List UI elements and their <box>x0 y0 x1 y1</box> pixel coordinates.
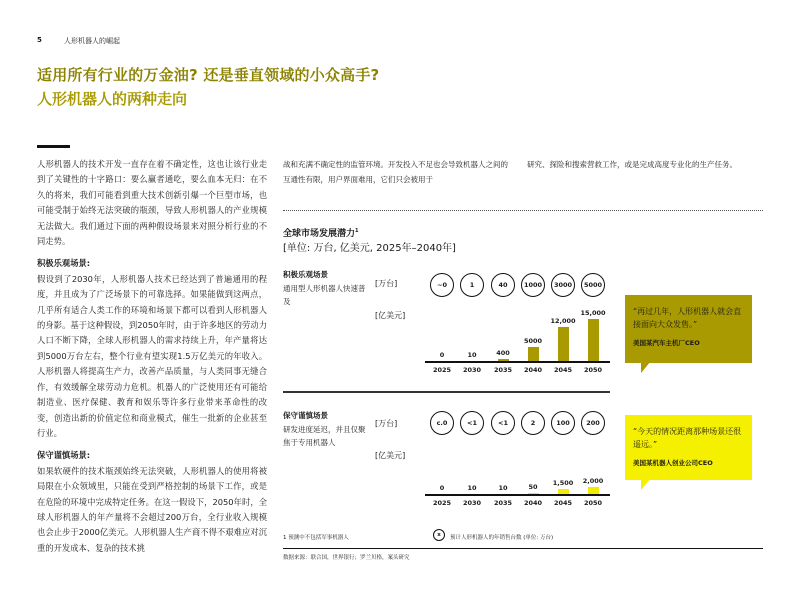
optimistic-heading: 积极乐观场景: <box>37 258 91 269</box>
legend-circle-icon: x <box>433 529 445 541</box>
revenue-label: [亿美元] <box>375 451 406 460</box>
chart-title-text: 全球市场发展潜力 <box>283 229 356 239</box>
x-axis <box>425 494 610 496</box>
revenue-bar <box>588 487 599 494</box>
scenario-divider <box>283 391 610 393</box>
body-column-1 <box>37 157 267 563</box>
revenue-bar <box>528 493 539 494</box>
legend-text: 预计人形机器人的年销售台数 (单位: 万台) <box>450 535 554 541</box>
bar-value-label: 1,500 <box>552 479 574 487</box>
bar-value-label: 400 <box>496 349 510 357</box>
page-number: 5 <box>37 36 42 44</box>
unit-count-circle: <1 <box>491 411 515 435</box>
data-source: 数据来源：联合国，世界银行；罗兰贝格，案头研究 <box>283 555 410 561</box>
unit-count-circle: 2 <box>521 411 545 435</box>
year-label: 2025 <box>432 499 452 507</box>
year-label: 2045 <box>553 499 573 507</box>
scenario-conservative-title: 保守谨慎场景 <box>283 411 328 420</box>
revenue-label: [亿美元] <box>375 311 406 320</box>
section-name: 人形机器人的崛起 <box>64 37 120 45</box>
revenue-bar <box>558 489 569 494</box>
bar-value-label: 10 <box>498 484 508 492</box>
unit-count-circle: 5000 <box>581 273 605 297</box>
bar-value-label: 0 <box>439 351 445 359</box>
year-label: 2040 <box>523 366 543 374</box>
unit-count-circle: 40 <box>491 273 515 297</box>
bar-value-label: 50 <box>528 483 538 491</box>
chart-unit-line: [单位: 万台, 亿美元, 2025年–2040年] <box>283 243 456 254</box>
quote-author: 美国某机器人创业公司CEO <box>633 459 713 467</box>
units-label: [万台] <box>375 279 398 288</box>
year-label: 2035 <box>493 499 513 507</box>
title-accent-bar <box>37 145 70 148</box>
unit-count-circle: ~0 <box>430 273 454 297</box>
body-column-3: 研究、探险和搜索营救工作，或是完成高度专业化的生产任务。 <box>527 160 737 169</box>
scenario-optimistic-desc: 通用型人形机器人快速普及 <box>283 284 366 306</box>
year-label: 2040 <box>523 499 543 507</box>
conservative-heading: 保守谨慎场景: <box>37 450 91 461</box>
x-axis <box>425 361 610 363</box>
body-column-2: 战和充满不确定性的监管环境。开发投入不足也会导致机器人之间的互通性有限，用户界面难用，它们只会被用于 <box>283 160 508 184</box>
scenario-optimistic-title: 积极乐观场景 <box>283 270 328 279</box>
revenue-bar <box>588 319 599 361</box>
year-label: 2050 <box>583 499 603 507</box>
unit-count-circle: 200 <box>581 411 605 435</box>
unit-count-circle: 100 <box>551 411 575 435</box>
bar-value-label: 0 <box>439 484 445 492</box>
year-label: 2030 <box>462 499 482 507</box>
scenario-conservative-desc: 研发进度延迟，并且仅聚焦于专用机器人 <box>283 425 366 447</box>
unit-count-circle: 1 <box>460 273 484 297</box>
quote-box-optimistic <box>625 295 752 363</box>
unit-count-circle: <1 <box>460 411 484 435</box>
chart-title <box>283 226 359 239</box>
revenue-bar <box>498 359 509 361</box>
quote-author: 美国某汽车主机厂CEO <box>633 339 700 347</box>
bar-value-label: 5000 <box>523 337 543 345</box>
unit-count-circle: 3000 <box>551 273 575 297</box>
optimistic-paragraph: 假设到了2030年，人形机器人技术已经达到了普遍通用的程度，并且成为了广泛场景下的可靠选择。如果能做到这两点，几乎所有适合人类工作的环境和场景下都可以看到人形机器人的身影。基于这种假设，到2050年时，由于许多地区的劳动力人口不断下降，全球人形机器人的需求持续上升，年产量将达到5000万台左右，整个行业有望实现1.5万亿美元的年收入。人形机器人将提高生产力，改善产品质量，与人类同事无缝合作，有效缓解全球劳动力危机。机器人的广泛使用还有可能给制造业、医疗保健、教育和娱乐等许多行业带来革命性的改变，创造出新的价值定位和商业模式，催生一批新的企业甚至行业。 <box>37 273 267 438</box>
bar-value-label: 12,000 <box>550 317 576 325</box>
revenue-bar <box>558 327 569 361</box>
unit-count-circle: c.0 <box>430 411 454 435</box>
page-subtitle: 人形机器人的两种走向 <box>37 90 188 108</box>
bar-value-label: 10 <box>467 351 477 359</box>
quote-text: “今天的情况距离那种场景还很遥远。” <box>633 427 742 449</box>
bar-value-label: 10 <box>467 484 477 492</box>
year-label: 2045 <box>553 366 573 374</box>
footnote: 1 预测中不包括军事机器人 <box>283 535 349 541</box>
revenue-bar <box>528 347 539 361</box>
footer-divider <box>283 548 763 549</box>
quote-text: “再过几年，人形机器人就会直接面向大众发售。” <box>633 307 742 329</box>
dotted-divider <box>283 210 763 211</box>
footnote-marker: 1 <box>355 228 359 234</box>
bar-value-label: 2,000 <box>582 477 604 485</box>
year-label: 2025 <box>432 366 452 374</box>
page-title: 适用所有行业的万金油? 还是垂直领域的小众高手? <box>37 66 380 84</box>
speech-tail <box>641 361 651 373</box>
bar-value-label: 15,000 <box>580 309 606 317</box>
intro-paragraph: 人形机器人的技术开发一直存在着不确定性，这也让该行业走到了关键性的十字路口：要么赢者通吃，要么血本无归：在不久的将来，我们可能看到重大技术创新引爆一个巨型市场，也可能受制于始终无法突破的瓶颈，导致人形机器人的产业规模无法做大。我们通过下面的两种假设场景来对照分析行业的不同走势。 <box>37 159 267 247</box>
unit-count-circle: 1000 <box>521 273 545 297</box>
year-label: 2030 <box>462 366 482 374</box>
speech-tail <box>641 478 651 490</box>
quote-box-conservative <box>625 415 752 480</box>
year-label: 2050 <box>583 366 603 374</box>
units-label: [万台] <box>375 419 398 428</box>
conservative-paragraph: 如果软硬件的技术瓶颈始终无法突破，人形机器人的使用将被局限在小众领域里，只能在受到严格控制的场景下工作，或是在危险的环境中完成特定任务。在这一假设下，2050年时，全球人形机器人的年产量将不会超过200万台，全行业收入规模也会止步于2000亿美元。人形机器人生产商不得不艰难应对沉重的开发成本、复杂的技术挑 <box>37 465 267 553</box>
year-label: 2035 <box>493 366 513 374</box>
